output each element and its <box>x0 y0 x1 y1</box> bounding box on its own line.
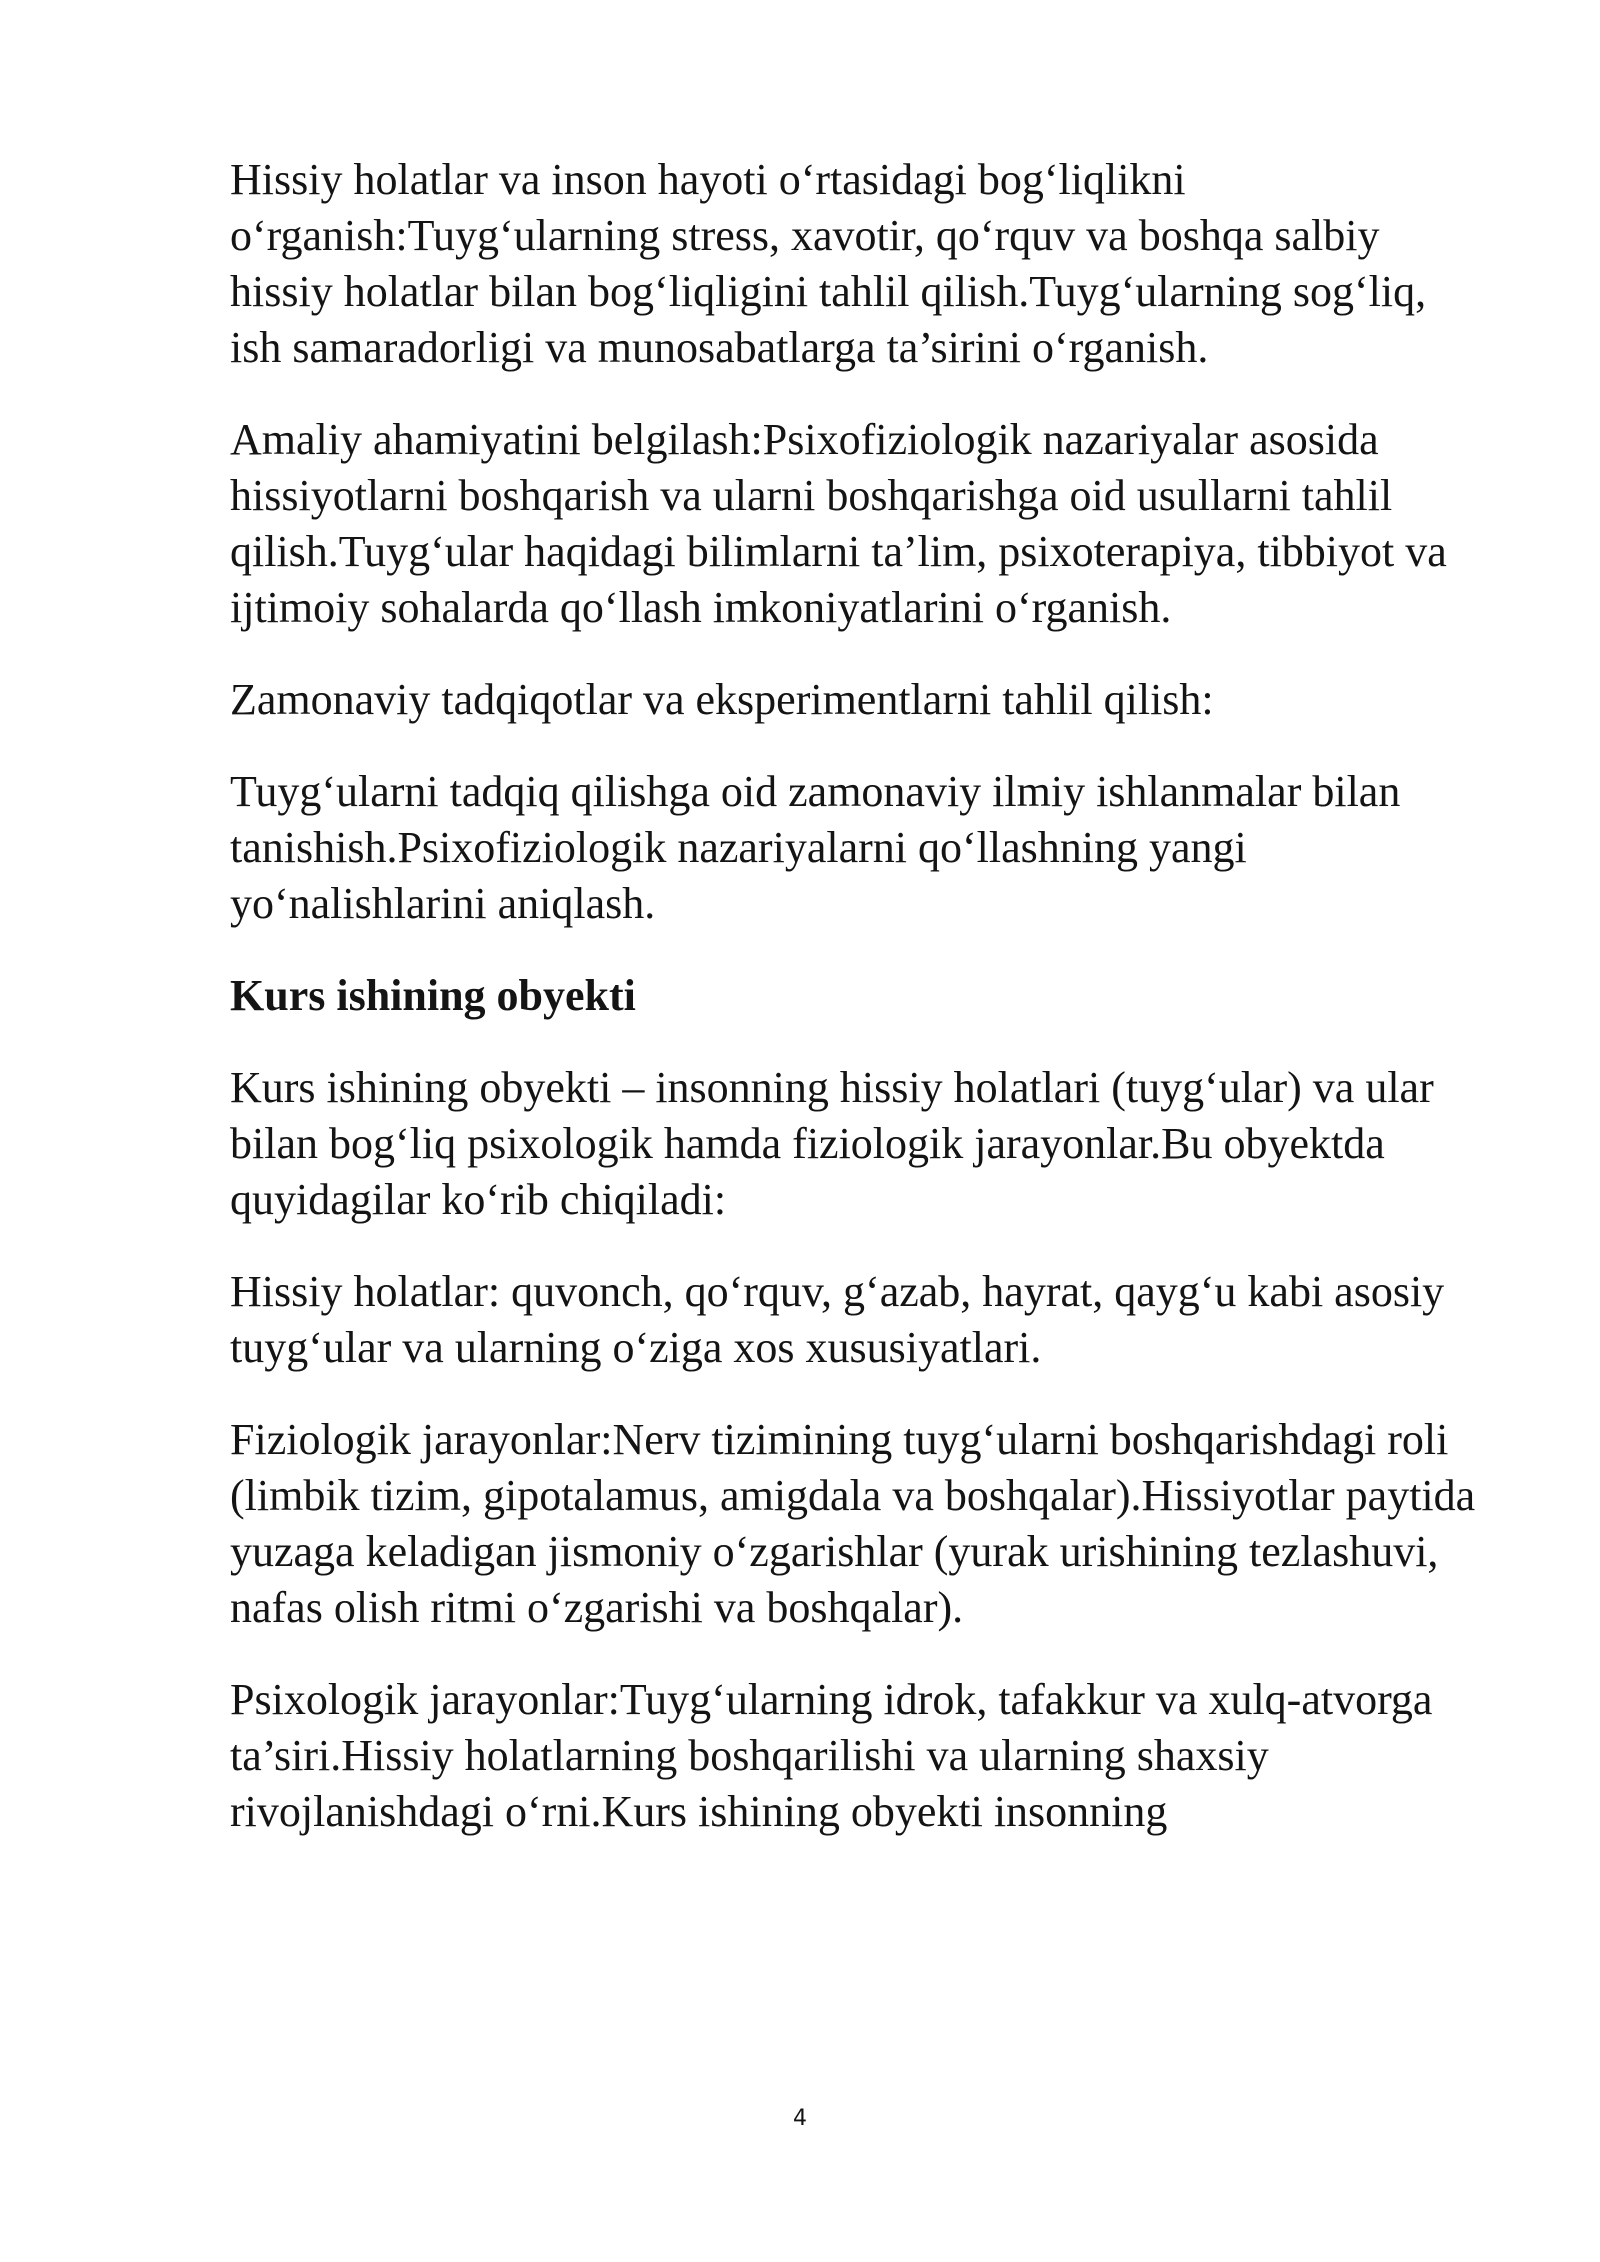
section-heading: Kurs ishining obyekti <box>230 971 636 1020</box>
paragraph-emotions-and-life: Hissiy holatlar va inson hayoti o‘rtasidagi bog‘liqlikni o‘rganish:Tuyg‘ularning stress, xavotir, qo‘rquv va boshqa salbiy hissiy holatlar bilan bog‘liqligini tahlil qilish.Tuyg‘ularning sog‘liq, ish samaradorligi va munosabatlarga ta’sirini o‘rganish. <box>230 155 1427 372</box>
paragraph-psychological-processes: Psixologik jarayonlar:Tuyg‘ularning idrok, tafakkur va xulq-atvorga ta’siri.Hissiy holatlarning boshqarilishi va ularning shaxsiy rivojlanishdagi o‘rni.Kurs ishining obyekti insonning <box>230 1675 1433 1836</box>
page-content <box>230 152 1480 1876</box>
paragraph-practical-significance: Amaliy ahamiyatini belgilash:Psixofiziologik nazariyalar asosida hissiyotlarni boshqarish va ularni boshqarishga oid usullarni tahlil qilish.Tuyg‘ular haqidagi bilimlarni ta’lim, psixoterapiya, tibbiyot va ijtimoiy sohalarda qo‘llash imkoniyatlarini o‘rganish. <box>230 415 1447 632</box>
paragraph-emotional-states: Hissiy holatlar: quvonch, qo‘rquv, g‘azab, hayrat, qayg‘u kabi asosiy tuyg‘ular va ularning o‘ziga xos xususiyatlari. <box>230 1267 1445 1372</box>
paragraph-course-object: Kurs ishining obyekti – insonning hissiy holatlari (tuyg‘ular) va ular bilan bog‘liq psixologik hamda fiziologik jarayonlar.Bu obyektda quyidagilar ko‘rib chiqiladi: <box>230 1063 1434 1224</box>
paragraph-modern-research: Tuyg‘ularni tadqiq qilishga oid zamonaviy ilmiy ishlanmalar bilan tanishish.Psixofiziologik nazariyalarni qo‘llashning yangi yo‘nalishlarini aniqlash. <box>230 767 1401 928</box>
page-number: 4 <box>793 2106 807 2131</box>
paragraph-physiological-processes: Fiziologik jarayonlar:Nerv tizimining tuyg‘ularni boshqarishdagi roli (limbik tizim, gipotalamus, amigdala va boshqalar).Hissiyotlar paytida yuzaga keladigan jismoniy o‘zgarishlar (yurak urishining tezlashuvi, nafas olish ritmi o‘zgarishi va boshqalar). <box>230 1415 1476 1632</box>
paragraph-modern-research-title: Zamonaviy tadqiqotlar va eksperimentlarni tahlil qilish: <box>230 675 1214 724</box>
